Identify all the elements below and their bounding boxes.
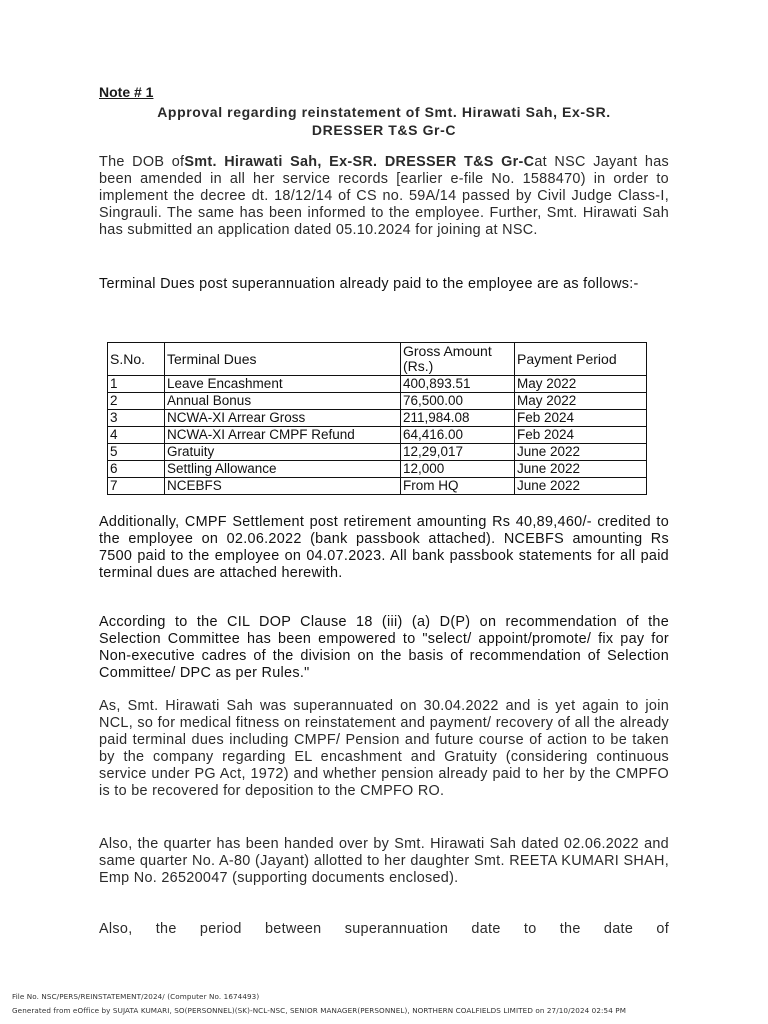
cell-sno: 6: [108, 461, 165, 478]
cell-period: June 2022: [515, 444, 647, 461]
cell-amount: 400,893.51: [401, 376, 515, 393]
cell-due: Leave Encashment: [165, 376, 401, 393]
paragraph-cil-dop-clause: According to the CIL DOP Clause 18 (iii) (a) D(P) on recommendation of the Selection Committee has been empowered to "select/ appoint/promote/ fix pay for Non-executive cadres of the division on the basis of recommendation of Selection Committee/ DPC as per Rules.": [99, 614, 669, 681]
paragraph-quarter-handover: Also, the quarter has been handed over by Smt. Hirawati Sah dated 02.06.2022 and same quarter No. A-80 (Jayant) allotted to her daughter Smt. REETA KUMARI SHAH, Emp No. 26520047 (supporting documents enclosed).: [99, 836, 669, 886]
header-payment-period: Payment Period: [515, 343, 647, 376]
cell-sno: 5: [108, 444, 165, 461]
cell-sno: 4: [108, 427, 165, 444]
cell-period: May 2022: [515, 393, 647, 410]
table-row: [108, 478, 647, 495]
cell-period: June 2022: [515, 478, 647, 495]
cell-period: June 2022: [515, 461, 647, 478]
cell-sno: 2: [108, 393, 165, 410]
header-terminal-dues: Terminal Dues: [165, 343, 401, 376]
cell-amount: 64,416.00: [401, 427, 515, 444]
table-row: [108, 393, 647, 410]
header-gross-amount: Gross Amount (Rs.): [401, 343, 515, 376]
cell-due: NCWA-XI Arrear CMPF Refund: [165, 427, 401, 444]
cell-amount: 12,000: [401, 461, 515, 478]
para1-rest: at NSC Jayant has been amended in all her service records [earlier e-file No. 1588470) in order to implement the decree dt. 18/12/14 of CS no. 59A/14 passed by Civil Judge Class-I, Singrauli. The same has been informed to the employee. Further, Smt. Hirawati Sah has submitted an application dated 05.10.2024 for joining at NSC.: [99, 154, 669, 238]
subject-line-1: Approval regarding reinstatement of Smt. Hirawati Sah, Ex-SR.: [157, 104, 611, 120]
table-row: [108, 376, 647, 393]
paragraph-cmpf-settlement: Additionally, CMPF Settlement post retirement amounting Rs 40,89,460/- credited to the employee on 02.06.2022 (bank passbook attached). NCEBFS amounting Rs 7500 paid to the employee on 04.07.2023. All bank passbook statements for all paid terminal dues are attached herewith.: [99, 514, 669, 581]
note-heading: Note # 1: [99, 84, 154, 100]
paragraph-terminal-dues-intro: Terminal Dues post superannuation already paid to the employee are as follows:-: [99, 276, 639, 292]
paragraph-period-between: Also, the period between superannuation date to the date of: [99, 921, 669, 937]
cell-due: Gratuity: [165, 444, 401, 461]
cell-sno: 1: [108, 376, 165, 393]
para1-prefix: The DOB of: [99, 154, 185, 170]
cell-period: Feb 2024: [515, 427, 647, 444]
footer-generated-by: Generated from eOffice by SUJATA KUMARI, SO(PERSONNEL)(SK)-NCL-NSC, SENIOR MANAGER(PERSONNEL), NORTHERN COALFIELDS LIMITED on 27/10/2024 02:54 PM: [12, 1006, 627, 1015]
cell-amount: 211,984.08: [401, 410, 515, 427]
note-subject: [99, 103, 669, 139]
cell-due: NCWA-XI Arrear Gross: [165, 410, 401, 427]
cell-amount: From HQ: [401, 478, 515, 495]
table-row: [108, 410, 647, 427]
table-row: [108, 427, 647, 444]
employee-name: Smt. Hirawati Sah, Ex-SR. DRESSER T&S Gr-C: [184, 154, 535, 170]
header-sno: S.No.: [108, 343, 165, 376]
cell-due: Annual Bonus: [165, 393, 401, 410]
table-header-row: [108, 343, 647, 376]
cell-amount: 76,500.00: [401, 393, 515, 410]
cell-due: Settling Allowance: [165, 461, 401, 478]
cell-sno: 7: [108, 478, 165, 495]
table-row: [108, 444, 647, 461]
table-row: [108, 461, 647, 478]
cell-period: Feb 2024: [515, 410, 647, 427]
subject-line-2: DRESSER T&S Gr-C: [311, 122, 457, 138]
cell-period: May 2022: [515, 376, 647, 393]
footer-file-number: File No. NSC/PERS/REINSTATEMENT/2024/ (Computer No. 1674493): [12, 992, 260, 1001]
paragraph-superannuation: As, Smt. Hirawati Sah was superannuated on 30.04.2022 and is yet again to join NCL, so for medical fitness on reinstatement and payment/ recovery of all the already paid terminal dues including CMPF/ Pension and future course of action to be taken by the company regarding EL encashment and Gratuity (considering continuous service under PG Act, 1972) and whether pension already paid to her by the CMPFO is to be recovered for deposition to the CMPFO RO.: [99, 698, 669, 799]
cell-amount: 12,29,017: [401, 444, 515, 461]
paragraph-dob-amendment: [99, 154, 669, 239]
terminal-dues-table: [107, 342, 647, 495]
cell-due: NCEBFS: [165, 478, 401, 495]
cell-sno: 3: [108, 410, 165, 427]
